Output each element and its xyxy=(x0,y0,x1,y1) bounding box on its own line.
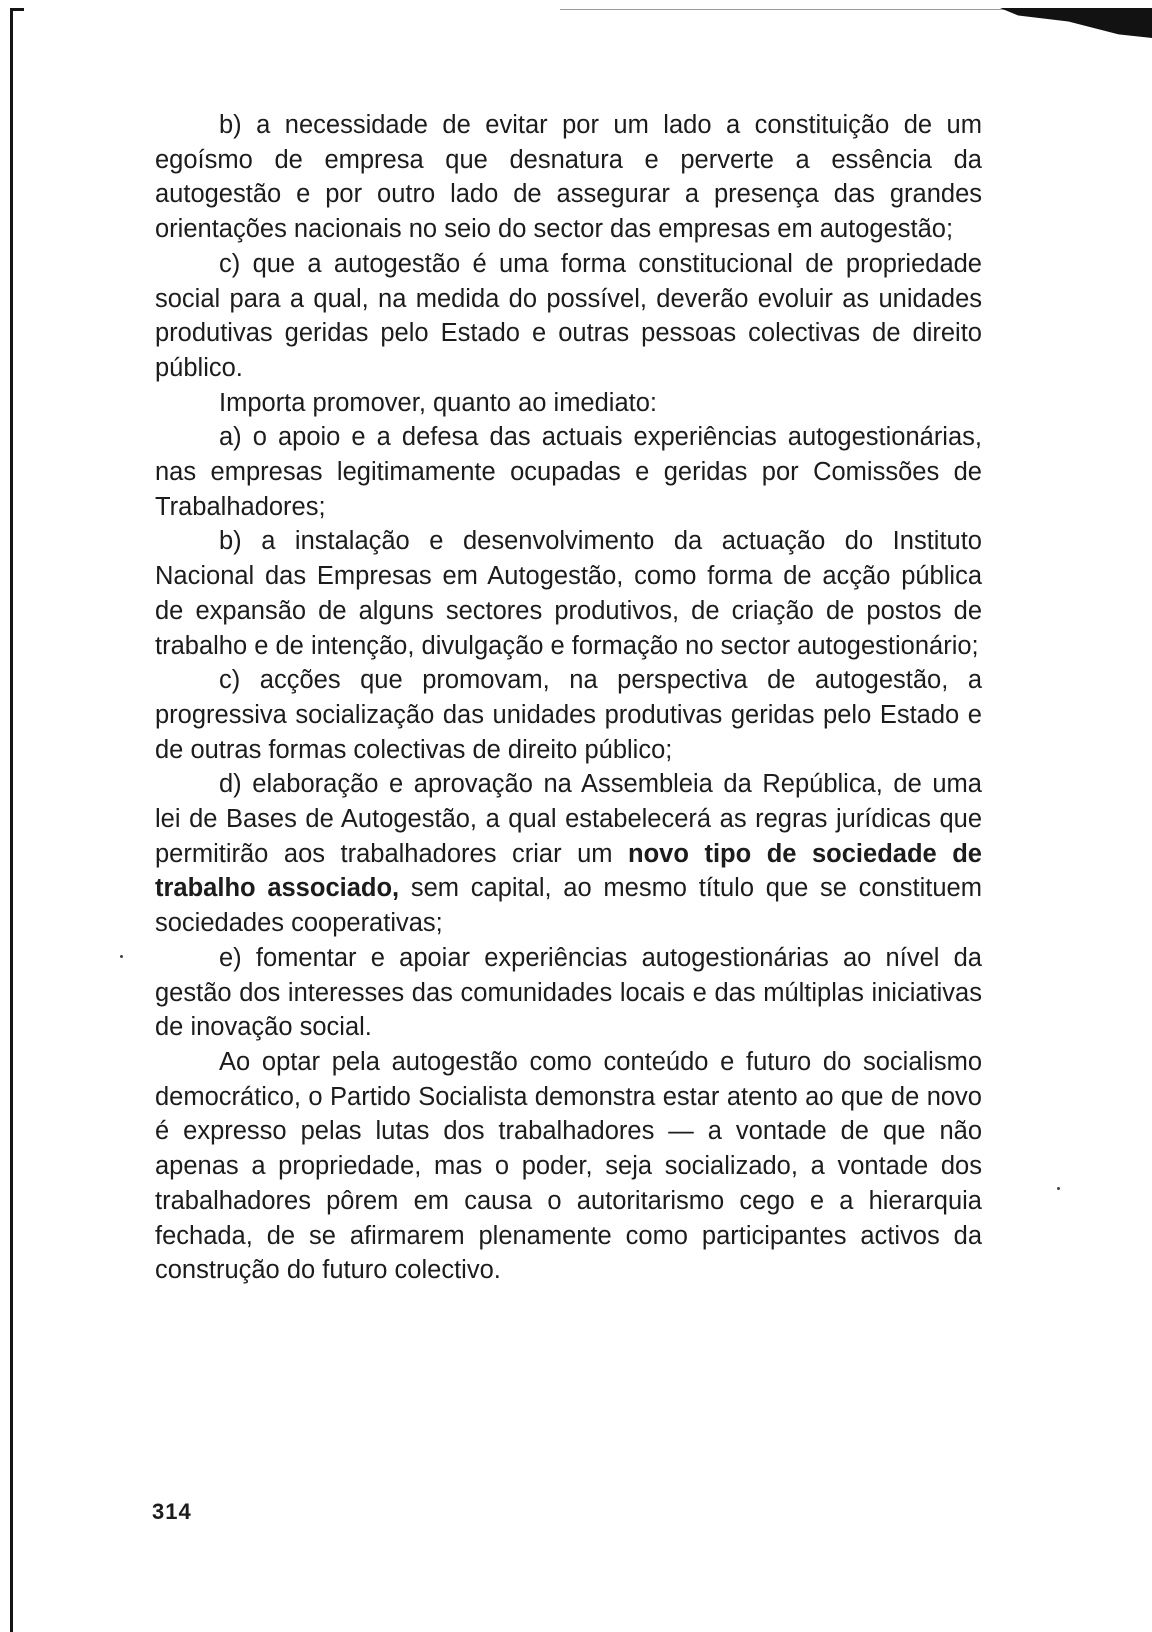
paragraph-final-autogestao: Ao optar pela autogestão como conteúdo e futuro do socialismo democrático, o Partido Socialista demonstra estar atento ao que de novo é expresso pelas lutas dos trabalhadores — a vontade de que não apenas a propriedade, mas o poder, seja socializado, a vontade dos trabalhadores pôrem em causa o autoritarismo cego e a hierarquia fechada, de se afirmarem plenamente como participantes activos da construção do futuro colectivo. xyxy=(155,1047,982,1285)
paragraph-a-apoio: a) o apoio e a defesa das actuais experiências autogestionárias, nas empresas legitimamente ocupadas e geridas por Comissões de Trabalhadores; xyxy=(155,423,982,521)
scan-speck xyxy=(120,955,123,958)
scan-page-edge xyxy=(10,8,13,1632)
paragraph-d-lei-bases xyxy=(155,767,982,941)
paragraph-b-instituto: b) a instalação e desenvolvimento da actuação do Instituto Nacional das Empresas em Autogestão, como forma de acção pública de expansão de alguns sectores produtivos, de criação de postos de trabalho e de intenção, divulgação e formação no sector autogestionário; xyxy=(155,527,982,660)
page-body xyxy=(155,108,982,1288)
paragraph-importa-promover: Importa promover, quanto ao imediato: xyxy=(219,388,657,417)
paragraph-c-propriedade: c) que a autogestão é uma forma constitucional de propriedade social para a qual, na medida do possível, deverão evoluir as unidades produtivas geridas pelo Estado e outras pessoas colectivas de direito público. xyxy=(155,249,982,382)
scan-corner-mark xyxy=(10,8,24,11)
page-number: 314 xyxy=(152,1499,192,1524)
paragraph-d-text-start: d) elaboração e aprovação na Assembleia da República, de uma lei de Bases de Autogestão, a qual estabelecerá as regras jurídicas que permitirão aos trabalhadores criar um xyxy=(155,770,982,868)
paragraph-d-text-end: sem capital, ao mesmo título que se constituem sociedades cooperativas; xyxy=(155,874,982,938)
paragraph-c-accoes: c) acções que promovam, na perspectiva de autogestão, a progressiva socialização das unidades produtivas geridas pelo Estado e de outras formas colectivas de direito público; xyxy=(155,666,982,764)
scan-dark-corner xyxy=(1000,8,1152,38)
paragraph-e-fomentar: e) fomentar e apoiar experiências autogestionárias ao nível da gestão dos interesses das comunidades locais e das múltiplas iniciativas de inovação social. xyxy=(155,943,982,1042)
scan-speck xyxy=(1057,1187,1060,1190)
scan-top-rule xyxy=(560,9,1010,10)
paragraph-b-egoismo: b) a necessidade de evitar por um lado a constituição de um egoísmo de empresa que desnatura e perverte a essência da autogestão e por outro lado de assegurar a presença das grandes orientações nacionais no seio do sector das empresas em autogestão; xyxy=(155,111,982,244)
paragraph-d-bold-phrase: novo tipo de sociedade de trabalho associado, xyxy=(155,839,982,903)
